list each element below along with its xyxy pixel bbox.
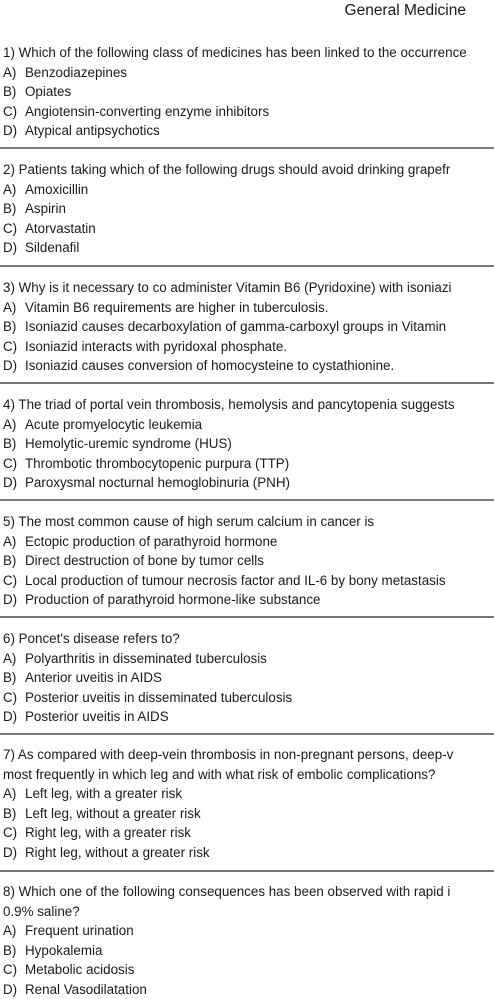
answer-option bbox=[3, 668, 494, 688]
option-text: Benzodiazepines bbox=[25, 64, 127, 80]
answer-option bbox=[3, 823, 494, 843]
option-letter: A) bbox=[3, 923, 17, 938]
answer-option bbox=[3, 82, 494, 102]
option-letter: D) bbox=[3, 475, 18, 490]
option-text: Metabolic acidosis bbox=[25, 962, 135, 977]
question-stem: 1) Which of the following class of medicines has been linked to the occurrence bbox=[3, 45, 467, 60]
question-stem: 3) Why is it necessary to co administer Vitamin B6 (Pyridoxine) with isoniazi bbox=[3, 280, 452, 295]
option-letter: A) bbox=[3, 650, 17, 666]
answer-option bbox=[3, 571, 494, 591]
question-stem: 5) The most common cause of high serum calcium in cancer is bbox=[3, 514, 375, 529]
option-letter: A) bbox=[3, 416, 17, 432]
question-stem: 6) Poncet's disease refers to? bbox=[3, 631, 180, 646]
option-letter: B) bbox=[3, 942, 17, 958]
option-text: Posterior uveitis in AIDS bbox=[25, 709, 169, 724]
answer-option bbox=[3, 337, 494, 357]
option-letter: B) bbox=[3, 553, 17, 568]
answer-option bbox=[3, 298, 494, 318]
option-text: Atypical antipsychotics bbox=[25, 123, 160, 138]
option-letter: B) bbox=[3, 805, 17, 821]
answer-option bbox=[3, 454, 494, 474]
option-letter: B) bbox=[3, 319, 17, 334]
option-text: Amoxicillin bbox=[25, 181, 89, 197]
option-letter: D) bbox=[3, 240, 18, 255]
answer-option bbox=[3, 688, 494, 708]
option-letter: B) bbox=[3, 201, 17, 216]
question-divider bbox=[0, 499, 494, 501]
answer-option bbox=[3, 219, 494, 239]
option-text: Ectopic production of parathyroid hormone bbox=[25, 533, 278, 549]
answer-option bbox=[3, 590, 494, 610]
answer-option bbox=[3, 921, 494, 941]
option-text: Isoniazid causes decarboxylation of gamma-carboxyl groups in Vitamin bbox=[25, 319, 447, 334]
page-title: General Medicine bbox=[344, 2, 466, 19]
option-text: Direct destruction of bone by tumor cells bbox=[25, 553, 264, 568]
option-letter: D) bbox=[3, 709, 18, 724]
answer-option bbox=[3, 551, 494, 571]
answer-option bbox=[3, 707, 494, 727]
option-letter: D) bbox=[3, 844, 18, 860]
option-letter: A) bbox=[3, 786, 17, 801]
option-letter: C) bbox=[3, 689, 18, 705]
answer-option bbox=[3, 63, 494, 83]
option-text: Posterior uveitis in disseminated tuberculosis bbox=[25, 689, 293, 705]
answer-option bbox=[3, 804, 494, 824]
option-text: Acute promyelocytic leukemia bbox=[25, 416, 203, 432]
option-text: Right leg, with a greater risk bbox=[25, 825, 191, 840]
option-text: Left leg, without a greater risk bbox=[25, 805, 201, 821]
option-letter: B) bbox=[3, 84, 17, 99]
option-text: Renal Vasodilatation bbox=[25, 981, 147, 997]
answer-option bbox=[3, 532, 494, 552]
option-text: Thrombotic thrombocytopenic purpura (TTP) bbox=[25, 455, 290, 471]
option-letter: B) bbox=[3, 436, 17, 451]
option-letter: B) bbox=[3, 670, 17, 685]
answer-option bbox=[3, 199, 494, 219]
answer-option bbox=[3, 434, 494, 454]
option-letter: C) bbox=[3, 825, 18, 840]
option-letter: C) bbox=[3, 572, 18, 588]
answer-option bbox=[3, 180, 494, 200]
option-letter: D) bbox=[3, 123, 18, 138]
option-letter: C) bbox=[3, 338, 18, 354]
option-text: Paroxysmal nocturnal hemoglobinuria (PNH) bbox=[25, 475, 290, 490]
question-divider bbox=[0, 733, 494, 735]
question-divider bbox=[0, 616, 494, 618]
option-text: Polyarthritis in disseminated tuberculosis bbox=[25, 650, 267, 666]
option-letter: A) bbox=[3, 64, 17, 80]
option-text: Production of parathyroid hormone-like substance bbox=[25, 592, 321, 607]
option-letter: C) bbox=[3, 455, 18, 471]
option-text: Sildenafil bbox=[25, 240, 80, 255]
question-divider bbox=[0, 265, 494, 267]
option-text: Angiotensin-converting enzyme inhibitors bbox=[25, 103, 270, 119]
answer-option bbox=[3, 649, 494, 669]
answer-option bbox=[3, 473, 494, 493]
option-text: Hemolytic-uremic syndrome (HUS) bbox=[25, 436, 232, 451]
option-letter: C) bbox=[3, 962, 18, 977]
answer-option bbox=[3, 980, 494, 999]
answer-option bbox=[3, 941, 494, 961]
answer-option bbox=[3, 843, 494, 863]
option-text: Vitamin B6 requirements are higher in tuberculosis. bbox=[25, 299, 329, 315]
answer-option bbox=[3, 356, 494, 376]
option-text: Aspirin bbox=[25, 201, 66, 216]
question-divider bbox=[0, 870, 494, 872]
answer-option bbox=[3, 784, 494, 804]
option-text: Isoniazid interacts with pyridoxal phosphate. bbox=[25, 338, 288, 354]
option-letter: D) bbox=[3, 358, 18, 373]
option-text: Opiates bbox=[25, 84, 72, 99]
option-text: Hypokalemia bbox=[25, 942, 103, 958]
option-text: Isoniazid causes conversion of homocysteine to cystathionine. bbox=[25, 358, 395, 373]
answer-option bbox=[3, 415, 494, 435]
question-stem: 7) As compared with deep-vein thrombosis in non-pregnant persons, deep-v bbox=[3, 747, 454, 762]
question-stem: 8) Which one of the following consequences has been observed with rapid i bbox=[3, 884, 451, 899]
question-stem: 4) The triad of portal vein thrombosis, hemolysis and pancytopenia suggests bbox=[3, 397, 455, 412]
answer-option bbox=[3, 960, 494, 980]
option-letter: A) bbox=[3, 299, 17, 315]
option-letter: C) bbox=[3, 220, 18, 236]
option-text: Anterior uveitis in AIDS bbox=[25, 670, 162, 685]
option-letter: A) bbox=[3, 181, 17, 197]
question-divider bbox=[0, 382, 494, 384]
question-divider bbox=[0, 147, 494, 149]
option-letter: C) bbox=[3, 103, 18, 119]
answer-option bbox=[3, 317, 494, 337]
option-letter: D) bbox=[3, 981, 18, 997]
option-text: Local production of tumour necrosis factor and IL-6 by bony metastasis bbox=[25, 572, 446, 588]
question-stem: 2) Patients taking which of the following drugs should avoid drinking grapefr bbox=[3, 162, 451, 177]
answer-option bbox=[3, 121, 494, 141]
question-stem: most frequently in which leg and with what risk of embolic complications? bbox=[3, 766, 436, 782]
option-text: Atorvastatin bbox=[25, 220, 96, 236]
option-text: Right leg, without a greater risk bbox=[25, 844, 210, 860]
option-text: Frequent urination bbox=[25, 923, 134, 938]
option-letter: D) bbox=[3, 592, 18, 607]
question-stem: 0.9% saline? bbox=[3, 903, 80, 919]
answer-option bbox=[3, 102, 494, 122]
answer-option bbox=[3, 238, 494, 258]
option-letter: A) bbox=[3, 533, 17, 549]
option-text: Left leg, with a greater risk bbox=[25, 786, 183, 801]
